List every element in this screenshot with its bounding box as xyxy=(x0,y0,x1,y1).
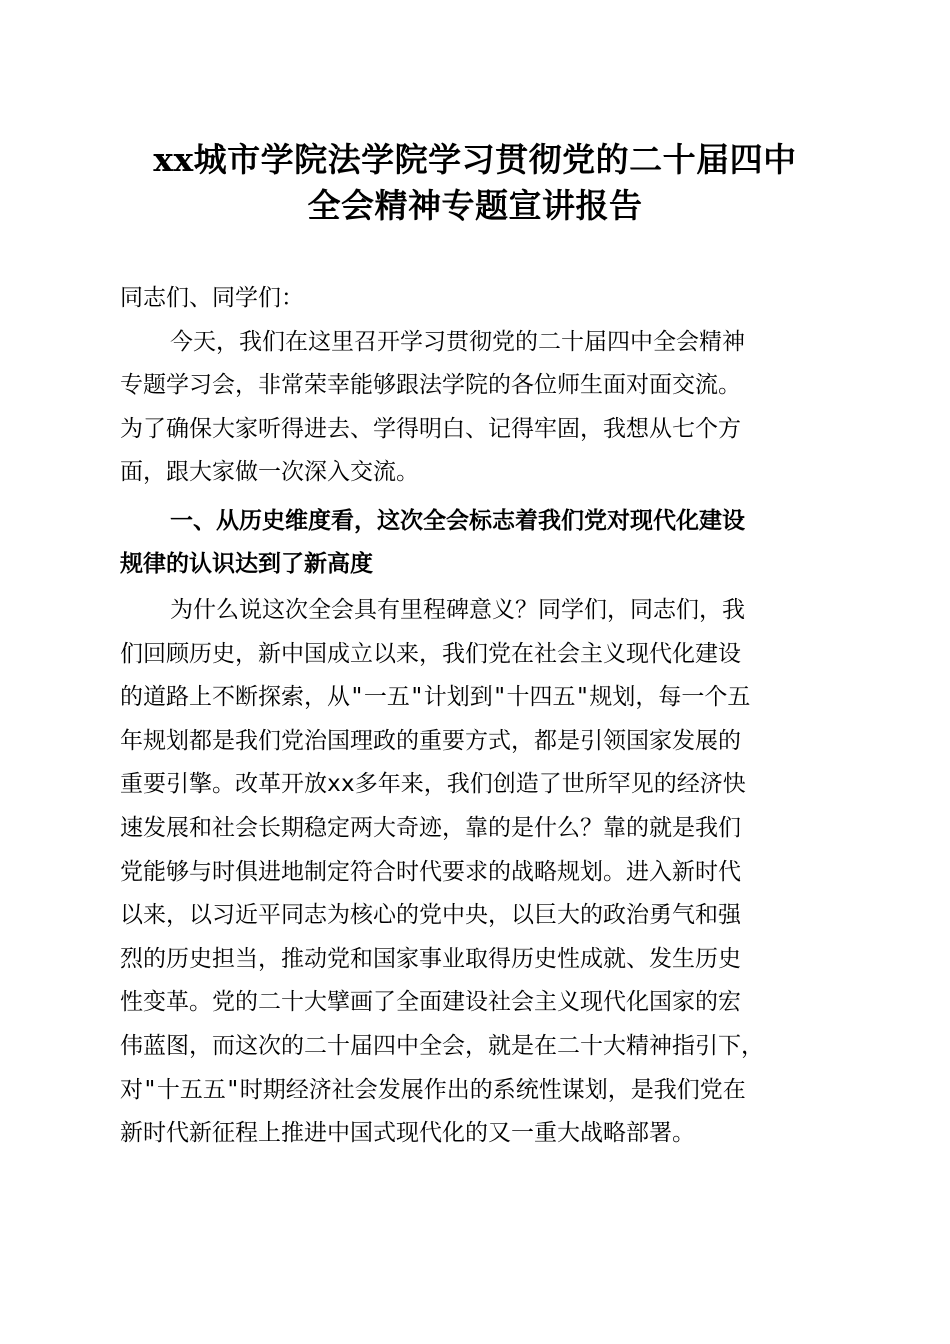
document-title-line-2: 全会精神专题宣讲报告 xyxy=(307,186,643,225)
section-1-body-line-12: 对"十五五"时期经济社会发展作出的系统性谋划，是我们党在 xyxy=(120,1077,746,1103)
intro-line-2: 专题学习会，非常荣幸能够跟法学院的各位师生面对面交流。 xyxy=(120,372,741,398)
section-1-body-line-10: 性变革。党的二十大擘画了全面建设社会主义现代化国家的宏 xyxy=(120,989,741,1015)
salutation: 同志们、同学们： xyxy=(120,285,304,311)
section-1-body-line-11: 伟蓝图，而这次的二十届四中全会，就是在二十大精神指引下， xyxy=(120,1033,764,1059)
section-1-body-line-9: 烈的历史担当，推动党和国家事业取得历史性成就、发生历史 xyxy=(120,946,741,972)
intro-line-4: 面，跟大家做一次深入交流。 xyxy=(120,459,419,485)
section-1-body-line-7: 党能够与时俱进地制定符合时代要求的战略规划。进入新时代 xyxy=(120,859,741,885)
intro-line-1: 今天，我们在这里召开学习贯彻党的二十届四中全会精神 xyxy=(170,329,745,355)
section-1-heading-line-1: 一、从历史维度看，这次全会标志着我们党对现代化建设 xyxy=(170,508,745,534)
document-title-line-1: xx城市学院法学院学习贯彻党的二十届四中 xyxy=(153,140,797,179)
section-1-body-line-2: 们回顾历史，新中国成立以来，我们党在社会主义现代化建设 xyxy=(120,641,741,667)
section-1-body-line-5: 重要引擎。改革开放xx多年来，我们创造了世所罕见的经济快 xyxy=(120,771,746,797)
section-1-body-line-8: 以来，以习近平同志为核心的党中央，以巨大的政治勇气和强 xyxy=(120,902,741,928)
intro-line-3: 为了确保大家听得进去、学得明白、记得牢固，我想从七个方 xyxy=(120,416,741,442)
section-1-body-line-3: 的道路上不断探索，从"一五"计划到"十四五"规划，每一个五 xyxy=(120,684,751,710)
section-1-body-line-4: 年规划都是我们党治国理政的重要方式，都是引领国家发展的 xyxy=(120,728,741,754)
section-1-body-line-6: 速发展和社会长期稳定两大奇迹，靠的是什么？靠的就是我们 xyxy=(120,815,741,841)
section-1-body-line-13: 新时代新征程上推进中国式现代化的又一重大战略部署。 xyxy=(120,1120,695,1146)
section-1-body-line-1: 为什么说这次全会具有里程碑意义？同学们，同志们，我 xyxy=(170,597,745,623)
section-1-heading-line-2: 规律的认识达到了新高度 xyxy=(120,551,373,577)
